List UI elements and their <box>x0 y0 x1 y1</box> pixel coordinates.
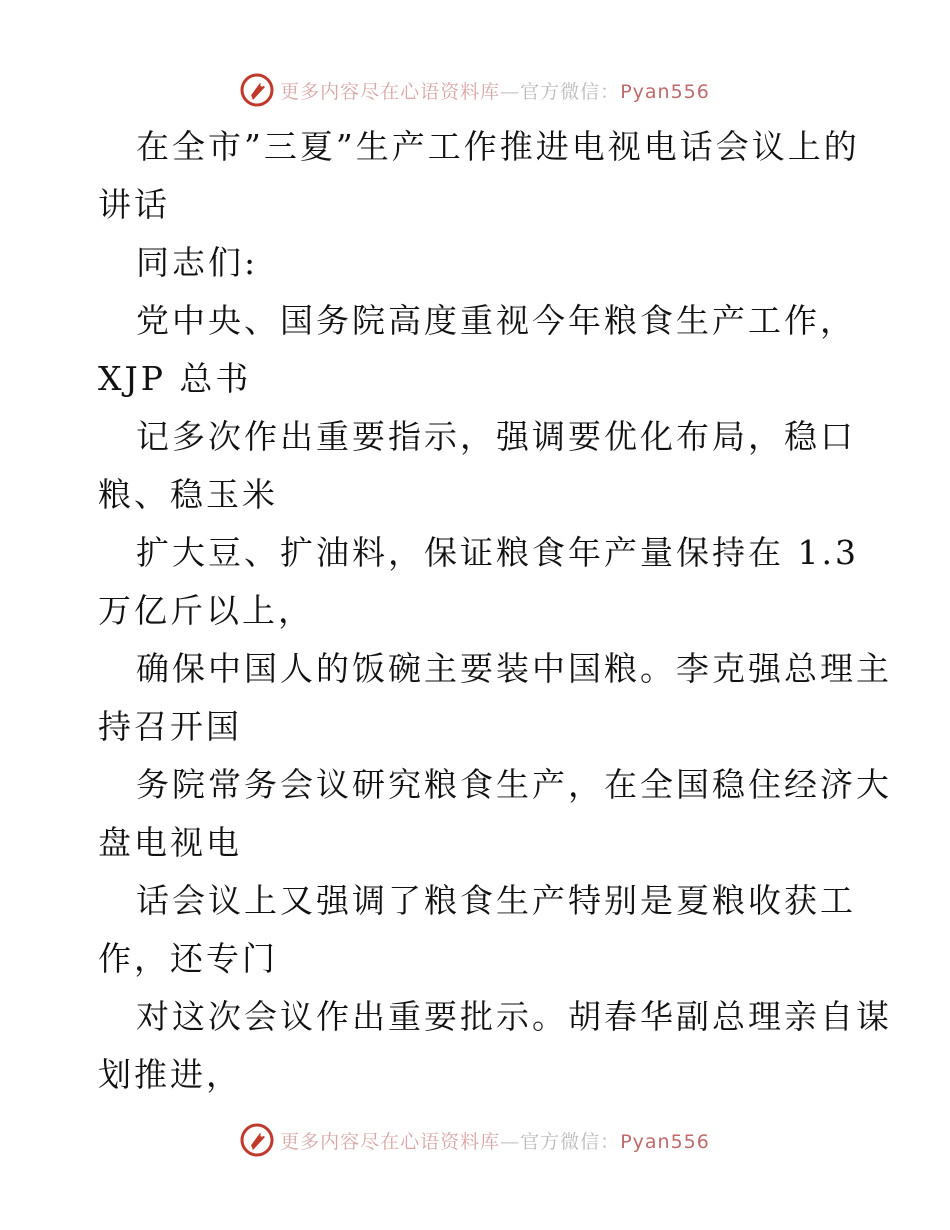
doc-line: 粮、稳玉米 <box>98 475 278 514</box>
doc-line: 对这次会议作出重要批示。胡春华副总理亲自谋 <box>136 997 892 1036</box>
banner-official-label: 官方微信： <box>520 1130 621 1153</box>
pen-nib-logo-icon <box>240 1123 274 1157</box>
doc-line: 作，还专门 <box>98 939 278 978</box>
doc-line: 万亿斤以上， <box>98 591 314 630</box>
footer-banner <box>0 1120 950 1160</box>
banner-official-label: 官方微信： <box>520 80 621 103</box>
doc-line: 党中央、国务院高度重视今年粮食生产工作， <box>136 301 856 340</box>
banner-site-name: 更多内容尽在心语资料库 <box>280 80 501 103</box>
header-banner-text <box>280 77 710 104</box>
doc-line-title-1: 在全市”三夏”生产工作推进电视电话会议上的 <box>136 127 860 166</box>
banner-wechat-id: Pyan556 <box>620 1130 710 1153</box>
doc-line: XJP 总书 <box>98 359 252 398</box>
doc-line: 扩大豆、扩油料，保证粮食年产量保持在 1.3 <box>136 533 859 572</box>
document-body <box>98 118 892 1104</box>
doc-line: 务院常务会议研究粮食生产，在全国稳住经济大 <box>136 765 892 804</box>
doc-line-greeting: 同志们: <box>136 243 259 282</box>
banner-separator: — <box>500 80 521 103</box>
doc-line: 记多次作出重要指示，强调要优化布局，稳口 <box>136 417 856 456</box>
doc-line: 确保中国人的饭碗主要装中国粮。李克强总理主 <box>136 649 892 688</box>
doc-line-title-2: 讲话 <box>98 185 170 224</box>
pen-nib-logo-icon <box>240 73 274 107</box>
banner-separator: — <box>500 1130 521 1153</box>
header-banner <box>0 70 950 110</box>
doc-line: 盘电视电 <box>98 823 242 862</box>
banner-wechat-id: Pyan556 <box>620 80 710 103</box>
doc-line: 划推进， <box>98 1055 242 1094</box>
doc-line: 话会议上又强调了粮食生产特别是夏粮收获工 <box>136 881 856 920</box>
footer-banner-text <box>280 1127 710 1154</box>
banner-site-name: 更多内容尽在心语资料库 <box>280 1130 501 1153</box>
doc-line: 持召开国 <box>98 707 242 746</box>
